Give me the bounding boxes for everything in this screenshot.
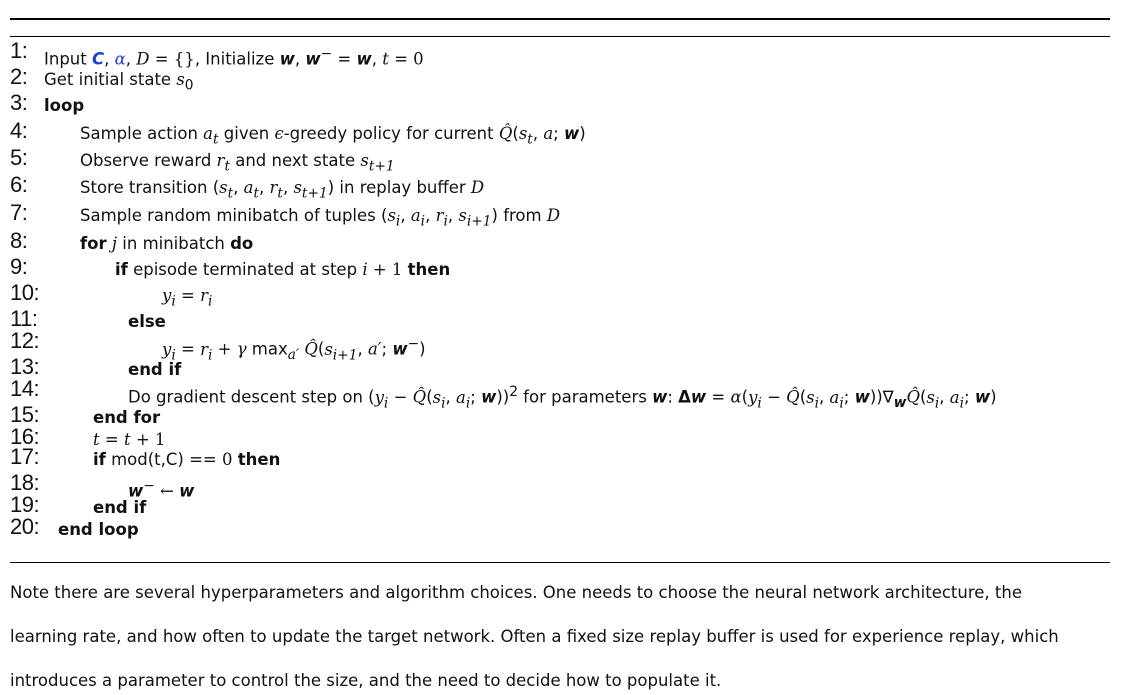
- line-code: Sample action $a_t$ given ϵ-greedy policy for current $Q̂(s_t$, a; w): [80, 124, 586, 148]
- line-code: $y_i = r_i$: [162, 286, 213, 310]
- top-rule-thick: [10, 18, 1110, 20]
- line-code: end for: [93, 408, 161, 427]
- line-code: end if: [93, 498, 147, 517]
- line-number: 13:: [10, 354, 40, 379]
- line-number: 4:: [10, 118, 28, 143]
- line-number: 7:: [10, 200, 28, 225]
- line-number: 12:: [10, 328, 40, 353]
- line-number: 11:: [10, 306, 38, 331]
- line-number: 10:: [10, 280, 40, 305]
- line-number: 15:: [10, 402, 40, 427]
- note-line-3: introduces a parameter to control the size, and the need to decide how to populate it.: [10, 671, 722, 690]
- line-code: Input C, α, D = {}, Initialize w, w− = w, t = 0: [44, 46, 424, 69]
- line-number: 9:: [10, 254, 28, 279]
- line-code: else: [128, 312, 166, 331]
- line-code: Observe reward $r_t$ and next state $s_{t+1}$: [80, 151, 395, 175]
- line-number: 3:: [10, 90, 28, 115]
- line-number: 19:: [10, 492, 40, 517]
- bottom-rule: [10, 562, 1110, 563]
- line-code: Do gradient descent step on ($y_i$ − $Q̂(s_i$, $a_i$; w))$^2$ for parameters w: $\Delta w = \alpha(y_i$ − $Q̂(s_i$, $a_i$; $w))\nabla_wQ̂(s_i$, $a_i$; w): [128, 384, 997, 411]
- line-code: $y_i = r_i + \gamma$ $\max_{a'}$ $Q̂(s_{i+1}$, a′; w−): [162, 336, 426, 363]
- line-number: 2:: [10, 64, 28, 89]
- line-number: 1:: [10, 38, 28, 63]
- line-code: Get initial state $s_0$: [44, 70, 194, 94]
- line-number: 14:: [10, 376, 40, 401]
- line-number: 18:: [10, 470, 40, 495]
- line-code: t = t + 1: [93, 430, 166, 449]
- line-number: 17:: [10, 444, 40, 469]
- line-number: 5:: [10, 145, 28, 170]
- line-code: w− ← w: [128, 478, 195, 501]
- line-number: 6:: [10, 172, 28, 197]
- top-rule-thin: [10, 36, 1110, 37]
- note-line-2: learning rate, and how often to update the target network. Often a fixed size replay buffer is used for experience replay, which: [10, 627, 1059, 646]
- line-code: Sample random minibatch of tuples ($s_i$, $a_i$, $r_i$, $s_{i+1}$) from D: [80, 206, 561, 230]
- line-code: Store transition ($s_t$, $a_t$, $r_t$, $s_{t+1}$) in replay buffer D: [80, 178, 485, 202]
- line-code: if episode terminated at step i + 1 then: [115, 260, 451, 279]
- line-code: end if: [128, 360, 182, 379]
- line-number: 16:: [10, 424, 40, 449]
- line-number: 8:: [10, 228, 28, 253]
- line-code: if mod(t,C) == 0 then: [93, 450, 281, 469]
- note-line-1: Note there are several hyperparameters and algorithm choices. One needs to choose the neural network architecture, the: [10, 583, 1022, 602]
- line-code: loop: [44, 96, 85, 115]
- line-code: end loop: [58, 520, 139, 539]
- line-number: 20:: [10, 514, 40, 539]
- line-code: for j in minibatch do: [80, 234, 254, 253]
